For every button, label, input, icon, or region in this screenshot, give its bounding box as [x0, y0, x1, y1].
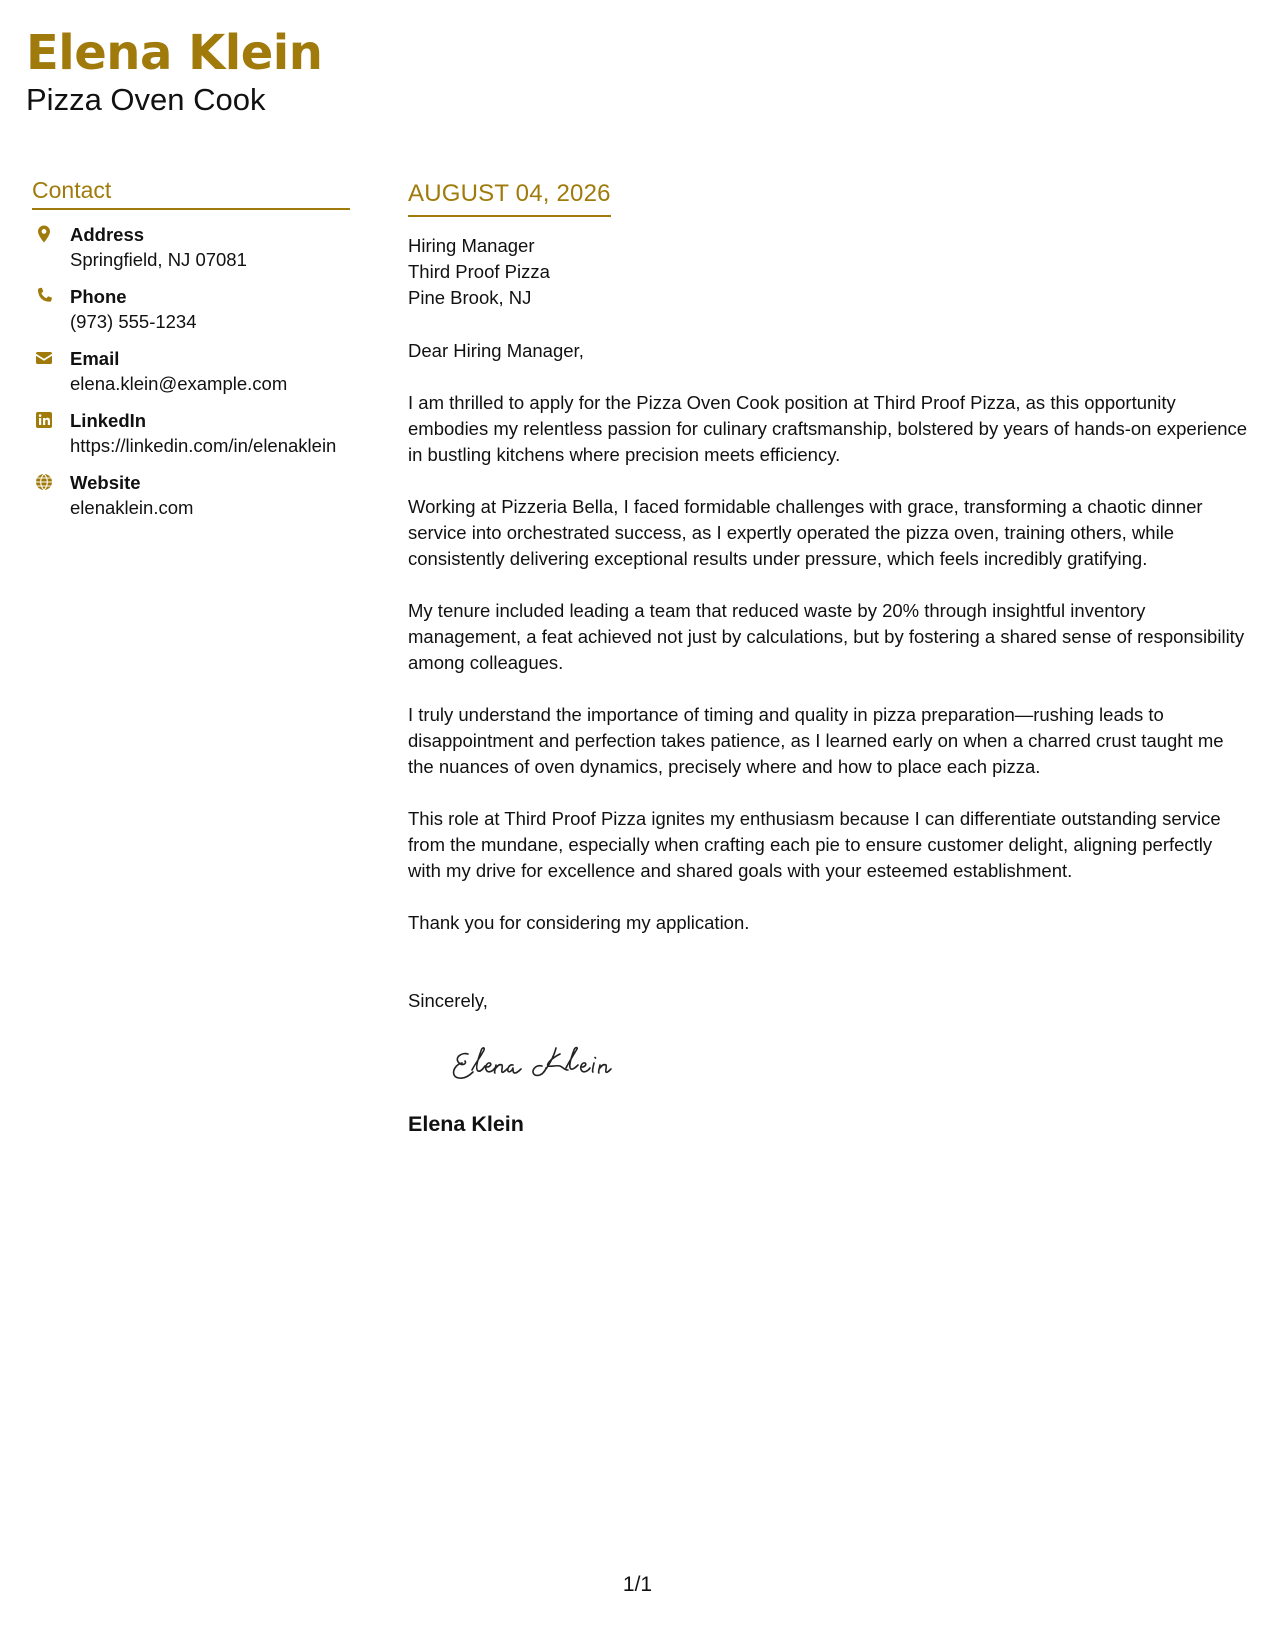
phone-value: (973) 555-1234: [70, 311, 197, 332]
contact-item-phone: [32, 284, 350, 334]
closing: Sincerely,: [408, 990, 488, 1011]
linkedin-value: https://linkedin.com/in/elenaklein: [70, 435, 337, 456]
recipient-line: Third Proof Pizza: [408, 261, 550, 282]
contact-item-address: [32, 222, 350, 272]
email-value: elena.klein@example.com: [70, 373, 288, 394]
page-number: 1/1: [622, 1573, 653, 1596]
salutation: Dear Hiring Manager,: [408, 340, 584, 361]
contact-item-website: [32, 470, 350, 520]
website-value: elenaklein.com: [70, 497, 194, 518]
map-pin-icon: [34, 224, 54, 244]
handwritten-signature: [446, 1040, 1248, 1096]
applicant-job-title: Pizza Oven Cook: [26, 82, 266, 117]
contact-item-linkedin: [32, 408, 350, 458]
body-paragraph: This role at Third Proof Pizza ignites my enthusiasm because I can differentiate outstanding service from the mundane, especially when crafting each pie to ensure customer delight, aligning perfectly with my drive for excellence and shared goals with your esteemed establishment.: [408, 808, 1221, 881]
contact-sidebar: [32, 175, 350, 532]
linkedin-icon: [34, 410, 54, 430]
letter-header: [26, 24, 322, 118]
globe-icon: [34, 472, 54, 492]
address-value: Springfield, NJ 07081: [70, 249, 247, 270]
phone-icon: [34, 286, 54, 306]
letter-date: AUGUST 04, 2026: [408, 178, 611, 217]
website-label: Website: [70, 472, 141, 493]
applicant-name: Elena Klein: [26, 25, 323, 81]
email-label: Email: [70, 348, 120, 369]
body-paragraph: Working at Pizzeria Bella, I faced formidable challenges with grace, transforming a chaotic dinner service into orchestrated success, as I expertly operated the pizza oven, training others, while consistently delivering exceptional results under pressure, which feels incredibly gratifying.: [408, 496, 1203, 569]
signer-name: Elena Klein: [408, 1112, 524, 1136]
recipient-line: Hiring Manager: [408, 235, 535, 256]
body-paragraph: I am thrilled to apply for the Pizza Oven Cook position at Third Proof Pizza, as this opportunity embodies my relentless passion for culinary craftsmanship, bolstered by years of hands-on experience in bustling kitchens where precision meets efficiency.: [408, 392, 1248, 465]
contact-item-email: [32, 346, 350, 396]
body-paragraph: Thank you for considering my application.: [408, 912, 750, 933]
contact-heading: Contact: [32, 175, 350, 210]
body-paragraph: My tenure included leading a team that reduced waste by 20% through insightful inventory management, a feat achieved not just by calculations, but by fostering a shared sense of responsibility among colleagues.: [408, 600, 1245, 673]
body-paragraph: I truly understand the importance of timing and quality in pizza preparation—rushing leads to disappointment and perfection takes patience, as I learned early on when a charred crust taught me the nuances of oven dynamics, precisely where and how to place each pizza.: [408, 704, 1224, 777]
linkedin-label: LinkedIn: [70, 410, 147, 431]
envelope-icon: [34, 348, 54, 368]
recipient-block: [408, 233, 1248, 311]
address-label: Address: [70, 224, 145, 245]
signature-drawing: [446, 1040, 646, 1096]
recipient-line: Pine Brook, NJ: [408, 287, 532, 308]
phone-label: Phone: [70, 286, 127, 307]
letter-body: [408, 178, 1248, 1138]
